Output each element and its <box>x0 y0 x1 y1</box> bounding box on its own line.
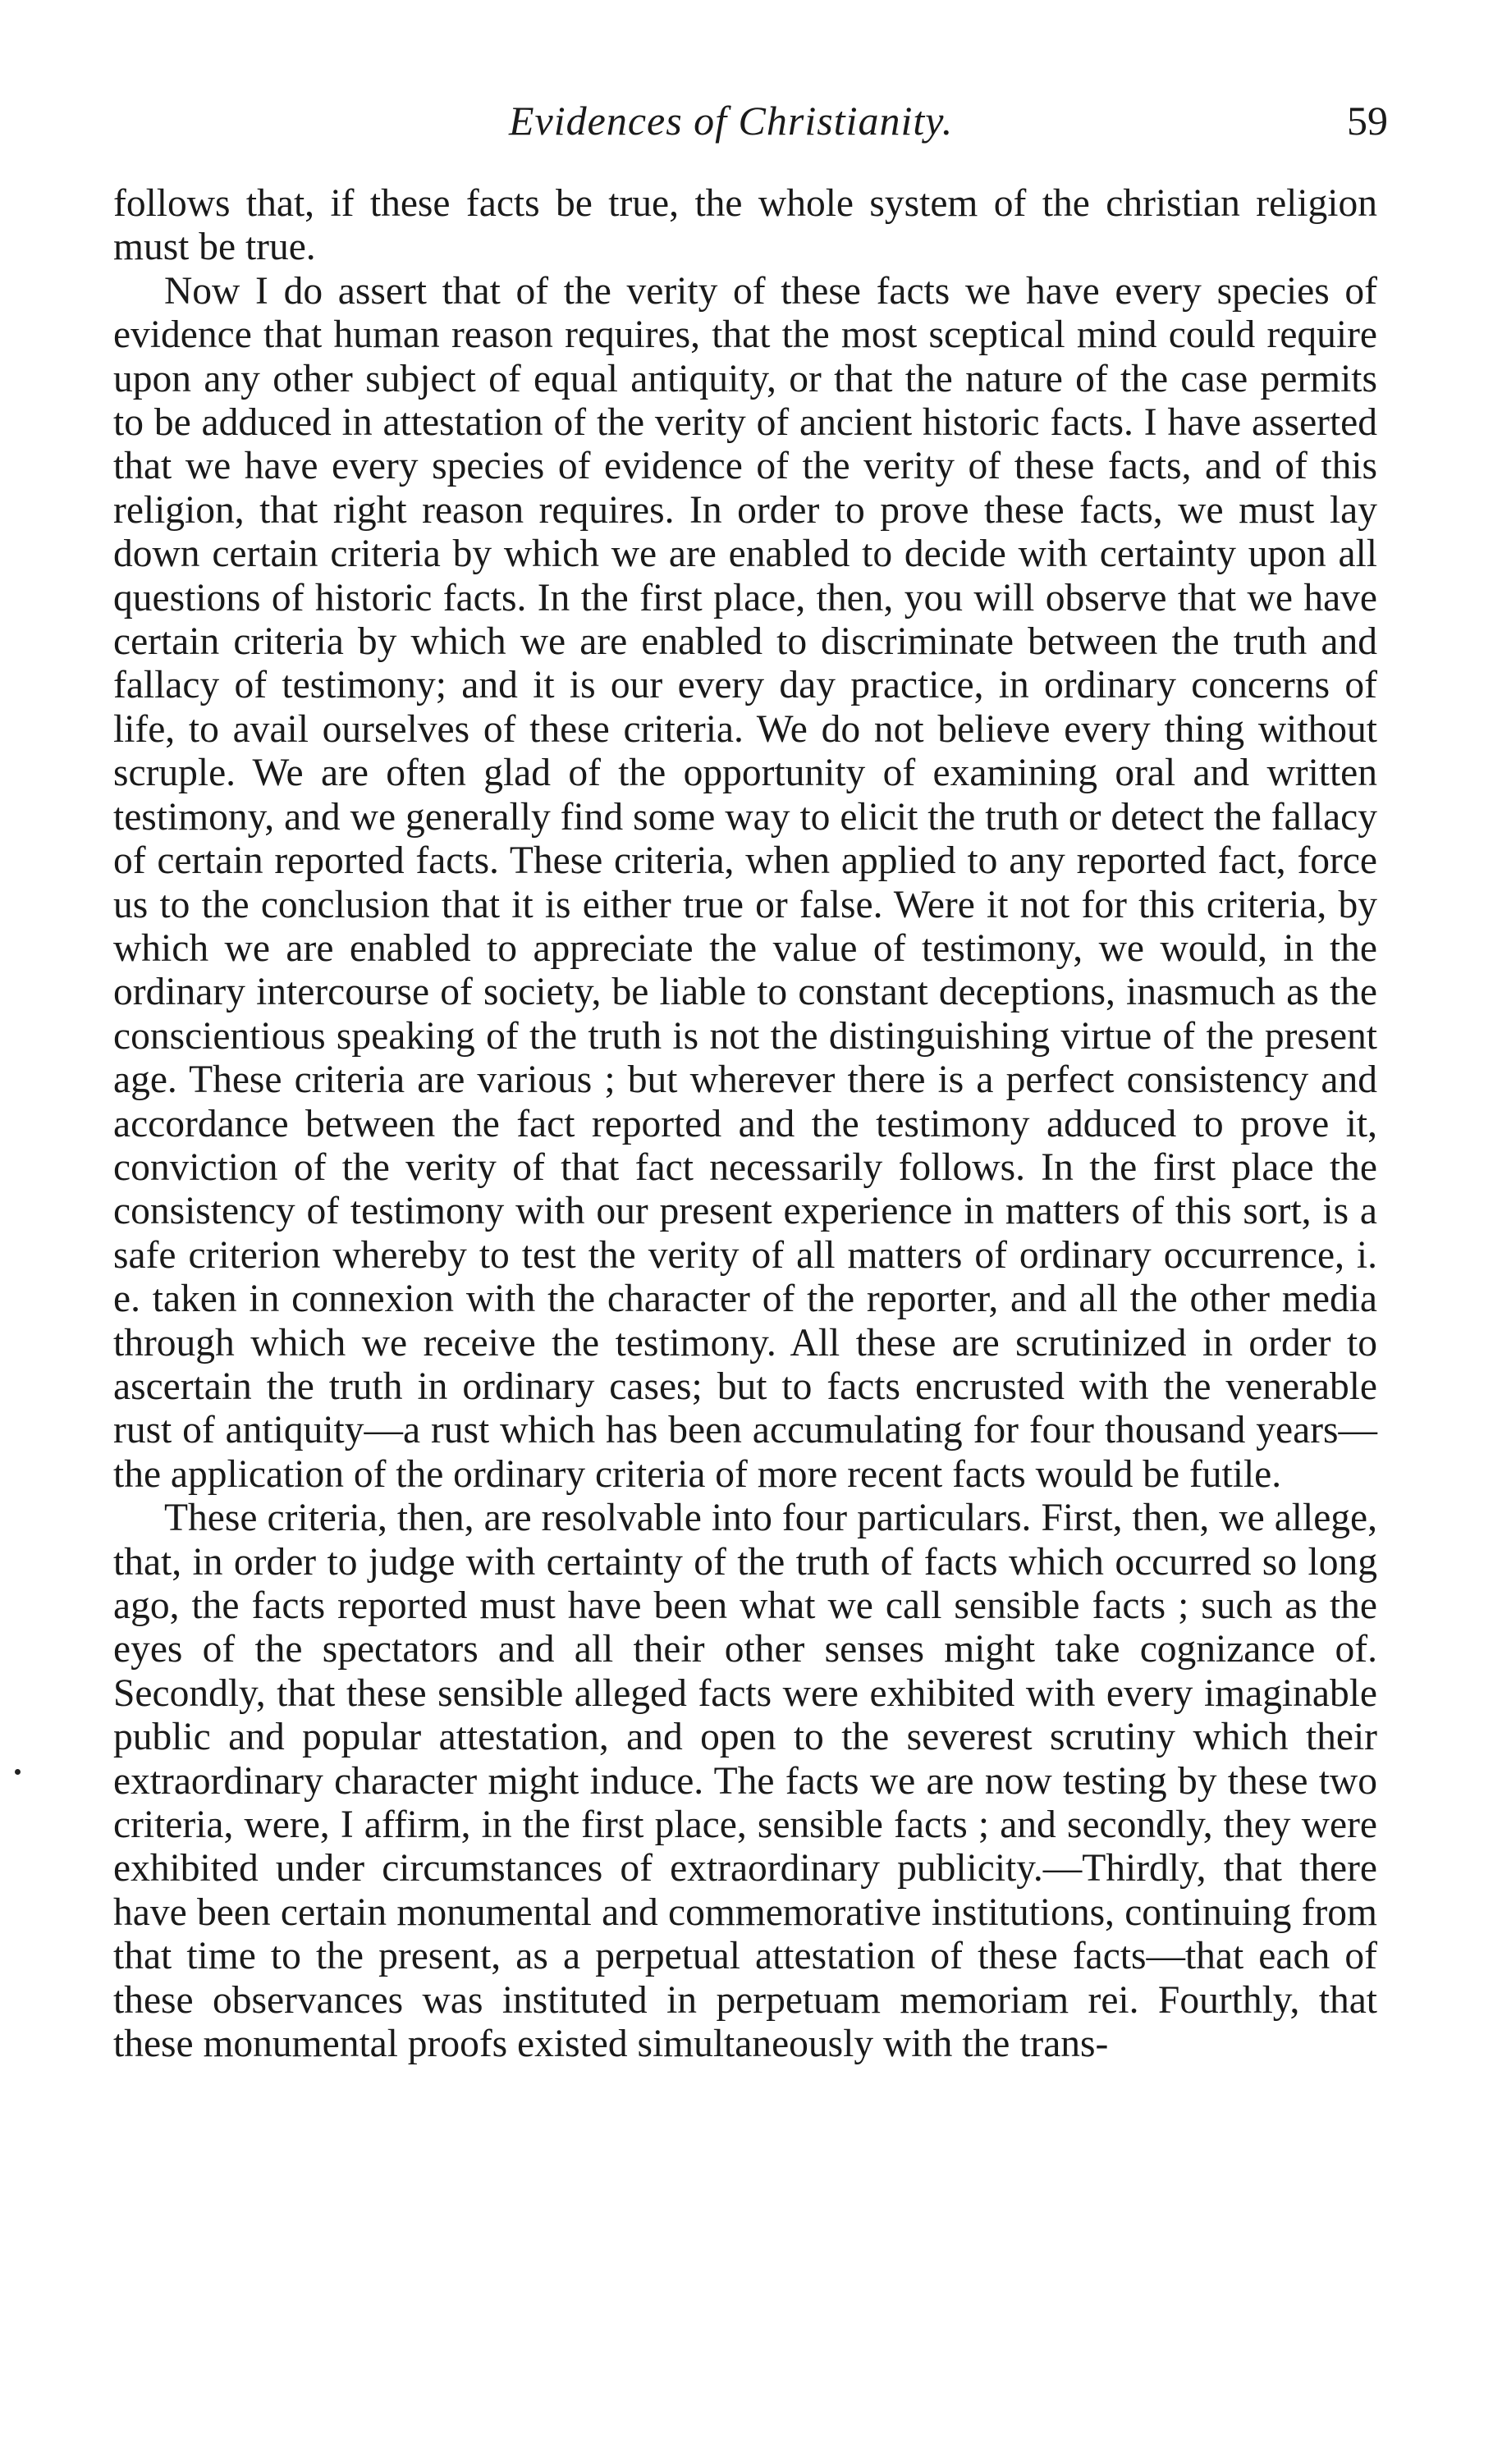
running-title: Evidences of Christianity. <box>509 98 954 144</box>
paragraph: follows that, if these facts be true, the whole system of the christian religion must be true. <box>113 182 1377 269</box>
body-text <box>113 182 1377 2066</box>
paragraph: These criteria, then, are resolvable into four particulars. First, then, we allege, that, in order to judge with certainty of the truth of facts which occurred so long ago, the facts reported must have been what we call sensible facts ; such as the eyes of the spectators and all their other senses might take cognizance of. Secondly, that these sensible alleged facts were exhibited with every imaginable public and popular attestation, and open to the severest scrutiny which their extraordinary character might induce. The facts we are now testing by these two criteria, were, I affirm, in the first place, sensible facts ; and secondly, they were exhibited under circumstances of extraordinary publicity.—Thirdly, that there have been certain monumental and commemorative institutions, continuing from that time to the present, as a perpetual attestation of these facts—that each of these observances was instituted in perpetuam memoriam rei. Fourthly, that these monumental proofs existed simultaneously with the trans- <box>113 1497 1377 2066</box>
page-number: 59 <box>1347 98 1388 144</box>
ink-speck <box>15 1769 21 1775</box>
paragraph: Now I do assert that of the verity of these facts we have every species of evidence that human reason requires, that the most sceptical mind could require upon any other subject of equal antiquity, or that the nature of the case permits to be adduced in attestation of the verity of ancient historic facts. I have asserted that we have every species of evidence of the verity of these facts, and of this religion, that right reason requires. In order to prove these facts, we must lay down certain criteria by which we are enabled to decide with certainty upon all questions of historic facts. In the first place, then, you will observe that we have certain criteria by which we are enabled to discriminate between the truth and fallacy of testimony; and it is our every day practice, in ordinary concerns of life, to avail ourselves of these criteria. We do not believe every thing without scruple. We are often glad of the opportunity of examining oral and written testimony, and we generally find some way to elicit the truth or detect the fallacy of certain reported facts. These criteria, when applied to any reported fact, force us to the conclusion that it is either true or false. Were it not for this criteria, by which we are enabled to appreciate the value of testimony, we would, in the ordinary intercourse of society, be liable to constant deceptions, inasmuch as the conscientious speaking of the truth is not the distinguishing virtue of the present age. These criteria are various ; but wherever there is a perfect consistency and accordance between the fact reported and the testimony adduced to prove it, conviction of the verity of that fact necessarily follows. In the first place the consistency of testimony with our present experience in matters of this sort, is a safe criterion whereby to test the verity of all matters of ordinary occurrence, i. e. taken in connexion with the character of the reporter, and all the other media through which we receive the testimony. All these are scrutinized in order to ascertain the truth in ordinary cases; but to facts encrusted with the venerable rust of antiquity—a rust which has been accumulating for four thousand years—the application of the ordinary criteria of more recent facts would be futile. <box>113 269 1377 1496</box>
page-header <box>0 97 1493 162</box>
